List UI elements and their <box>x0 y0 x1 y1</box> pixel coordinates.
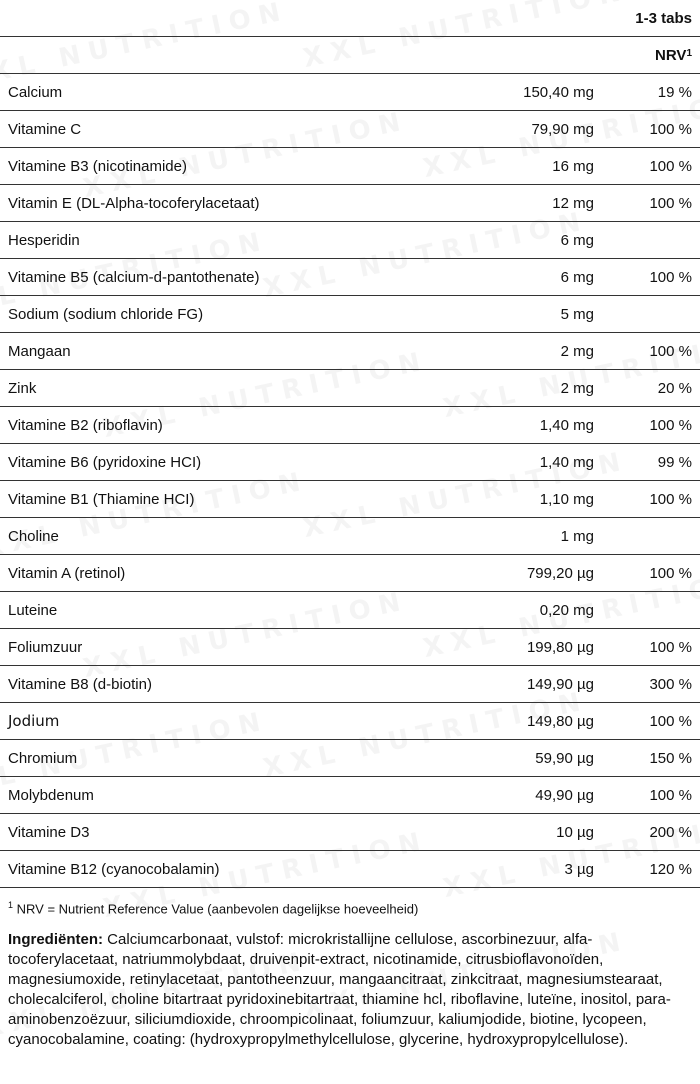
nutrient-amount: 10 µg <box>556 823 594 841</box>
table-row <box>0 222 700 259</box>
nutrient-amount: 0,20 mg <box>539 601 594 619</box>
ingredients-text: Calciumcarbonaat, vulstof: microkristallijne cellulose, ascorbinezuur, alfa-tocoferylacetaat, natriummolybdaat, druivenpit-extract, nicotinamide, citrusbioflavonoïden, magnesiumoxide, retinylacetaat, pantotheenzuur, mangaancitraat, zinkcitraat, magnesiumstearaat, cholecalciferol, choline bitartraat pyridoxinebitartraat, thiamine hcl, riboflavine, luteïne, inositol, para-aminobenzoëzuur, siliciumdioxide, chroompicolinaat, foliumzuur, kaliumjodide, biotine, lycopeen, cyanocobalamine, coating: (hydroxypropylmethylcellulose, glycerine, hydroxypropylcellulose). <box>8 931 671 1049</box>
ingredients <box>0 918 700 1050</box>
nutrient-name: Hesperidin <box>8 231 80 249</box>
table-row <box>0 592 700 629</box>
nutrient-nrv: 100 % <box>649 638 692 656</box>
nutrient-name: Vitamine B12 (cyanocobalamin) <box>8 860 220 878</box>
table-row <box>0 259 700 296</box>
ingredients-label: Ingrediënten: <box>8 931 104 949</box>
nutrient-amount: 1,40 mg <box>539 416 594 434</box>
nutrient-name: Vitamine B3 (nicotinamide) <box>8 157 187 175</box>
nutrient-name: Luteine <box>8 601 58 619</box>
nutrient-name: Vitamine B1 (Thiamine HCI) <box>8 490 195 508</box>
table-row <box>0 777 700 814</box>
table-row <box>0 666 700 703</box>
nutrient-nrv: 100 % <box>649 157 692 175</box>
nutrient-nrv: 100 % <box>649 416 692 434</box>
nutrient-amount: 6 mg <box>560 268 594 286</box>
nutrient-amount: 1 mg <box>560 527 594 545</box>
nutrient-amount: 2 mg <box>560 379 594 397</box>
footnote-marker: 1 <box>8 900 14 910</box>
table-row <box>0 111 700 148</box>
nutrient-nrv: 20 % <box>657 379 692 397</box>
table-row <box>0 814 700 851</box>
nutrient-nrv: 150 % <box>649 749 692 767</box>
nutrient-nrv: 100 % <box>649 342 692 360</box>
nutrient-name: Vitamin E (DL-Alpha-tocoferylacetaat) <box>8 194 260 212</box>
nutrient-nrv: 120 % <box>649 860 692 878</box>
nrv-header <box>0 37 700 74</box>
nutrient-name: Molybdenum <box>8 786 94 804</box>
nutrient-name: Mangaan <box>8 342 71 360</box>
nutrient-nrv: 100 % <box>649 120 692 138</box>
table-row <box>0 555 700 592</box>
nutrient-amount: 150,40 mg <box>523 83 594 101</box>
nutrient-name: Vitamine D3 <box>8 823 90 841</box>
nutrient-amount: 59,90 µg <box>535 749 594 767</box>
footnote-text: NRV = Nutrient Reference Value (aanbevolen dagelijkse hoeveelheid) <box>16 901 419 917</box>
nutrient-nrv: 100 % <box>649 268 692 286</box>
table-row <box>0 74 700 111</box>
nutrient-name: Jodium <box>8 712 60 730</box>
footnote <box>0 888 700 918</box>
nutrient-amount: 1,10 mg <box>539 490 594 508</box>
nutrient-amount: 79,90 mg <box>531 120 594 138</box>
table-row <box>0 629 700 666</box>
table-row <box>0 333 700 370</box>
table-row <box>0 185 700 222</box>
nutrient-nrv: 19 % <box>657 83 692 101</box>
nutrient-name: Zink <box>8 379 37 397</box>
nutrient-name: Sodium (sodium chloride FG) <box>8 305 204 323</box>
table-row <box>0 703 700 740</box>
nutrient-amount: 2 mg <box>560 342 594 360</box>
nrv-label: NRV <box>655 46 687 64</box>
nutrient-name: Calcium <box>8 83 63 101</box>
serving-header <box>0 0 700 37</box>
nutrient-name: Vitamine B2 (riboflavin) <box>8 416 163 434</box>
table-row <box>0 481 700 518</box>
nutrient-nrv: 100 % <box>649 786 692 804</box>
nutrient-nrv: 300 % <box>649 675 692 693</box>
table-row <box>0 296 700 333</box>
nutrient-nrv: 100 % <box>649 490 692 508</box>
nutrient-amount: 799,20 µg <box>526 564 594 582</box>
nutrient-name: Vitamine C <box>8 120 82 138</box>
nutrient-name: Choline <box>8 527 59 545</box>
nutrient-nrv: 200 % <box>649 823 692 841</box>
nrv-superscript: 1 <box>686 47 692 59</box>
nutrient-amount: 3 µg <box>564 860 594 878</box>
nutrient-amount: 149,90 µg <box>526 675 594 693</box>
table-row <box>0 407 700 444</box>
nutrient-table <box>0 74 700 888</box>
nutrient-amount: 5 mg <box>560 305 594 323</box>
nutrient-name: Chromium <box>8 749 78 767</box>
table-row <box>0 444 700 481</box>
nutrient-amount: 199,80 µg <box>526 638 594 656</box>
nutrient-amount: 16 mg <box>552 157 594 175</box>
table-row <box>0 518 700 555</box>
serving-label: 1-3 tabs <box>635 9 692 27</box>
nutrient-amount: 12 mg <box>552 194 594 212</box>
nutrient-amount: 1,40 mg <box>539 453 594 471</box>
table-row <box>0 740 700 777</box>
table-row <box>0 148 700 185</box>
nutrient-name: Vitamine B6 (pyridoxine HCI) <box>8 453 202 471</box>
nutrient-amount: 49,90 µg <box>535 786 594 804</box>
nutrient-amount: 6 mg <box>560 231 594 249</box>
nutrient-amount: 149,80 µg <box>526 712 594 730</box>
nutrient-name: Foliumzuur <box>8 638 83 656</box>
nutrient-name: Vitamine B8 (d-biotin) <box>8 675 152 693</box>
nutrient-nrv: 100 % <box>649 194 692 212</box>
table-row <box>0 851 700 888</box>
nutrient-nrv: 100 % <box>649 564 692 582</box>
nutrient-nrv: 99 % <box>657 453 692 471</box>
nutrient-nrv: 100 % <box>649 712 692 730</box>
nutrient-name: Vitamine B5 (calcium-d-pantothenate) <box>8 268 260 286</box>
nutrient-name: Vitamin A (retinol) <box>8 564 126 582</box>
table-row <box>0 370 700 407</box>
